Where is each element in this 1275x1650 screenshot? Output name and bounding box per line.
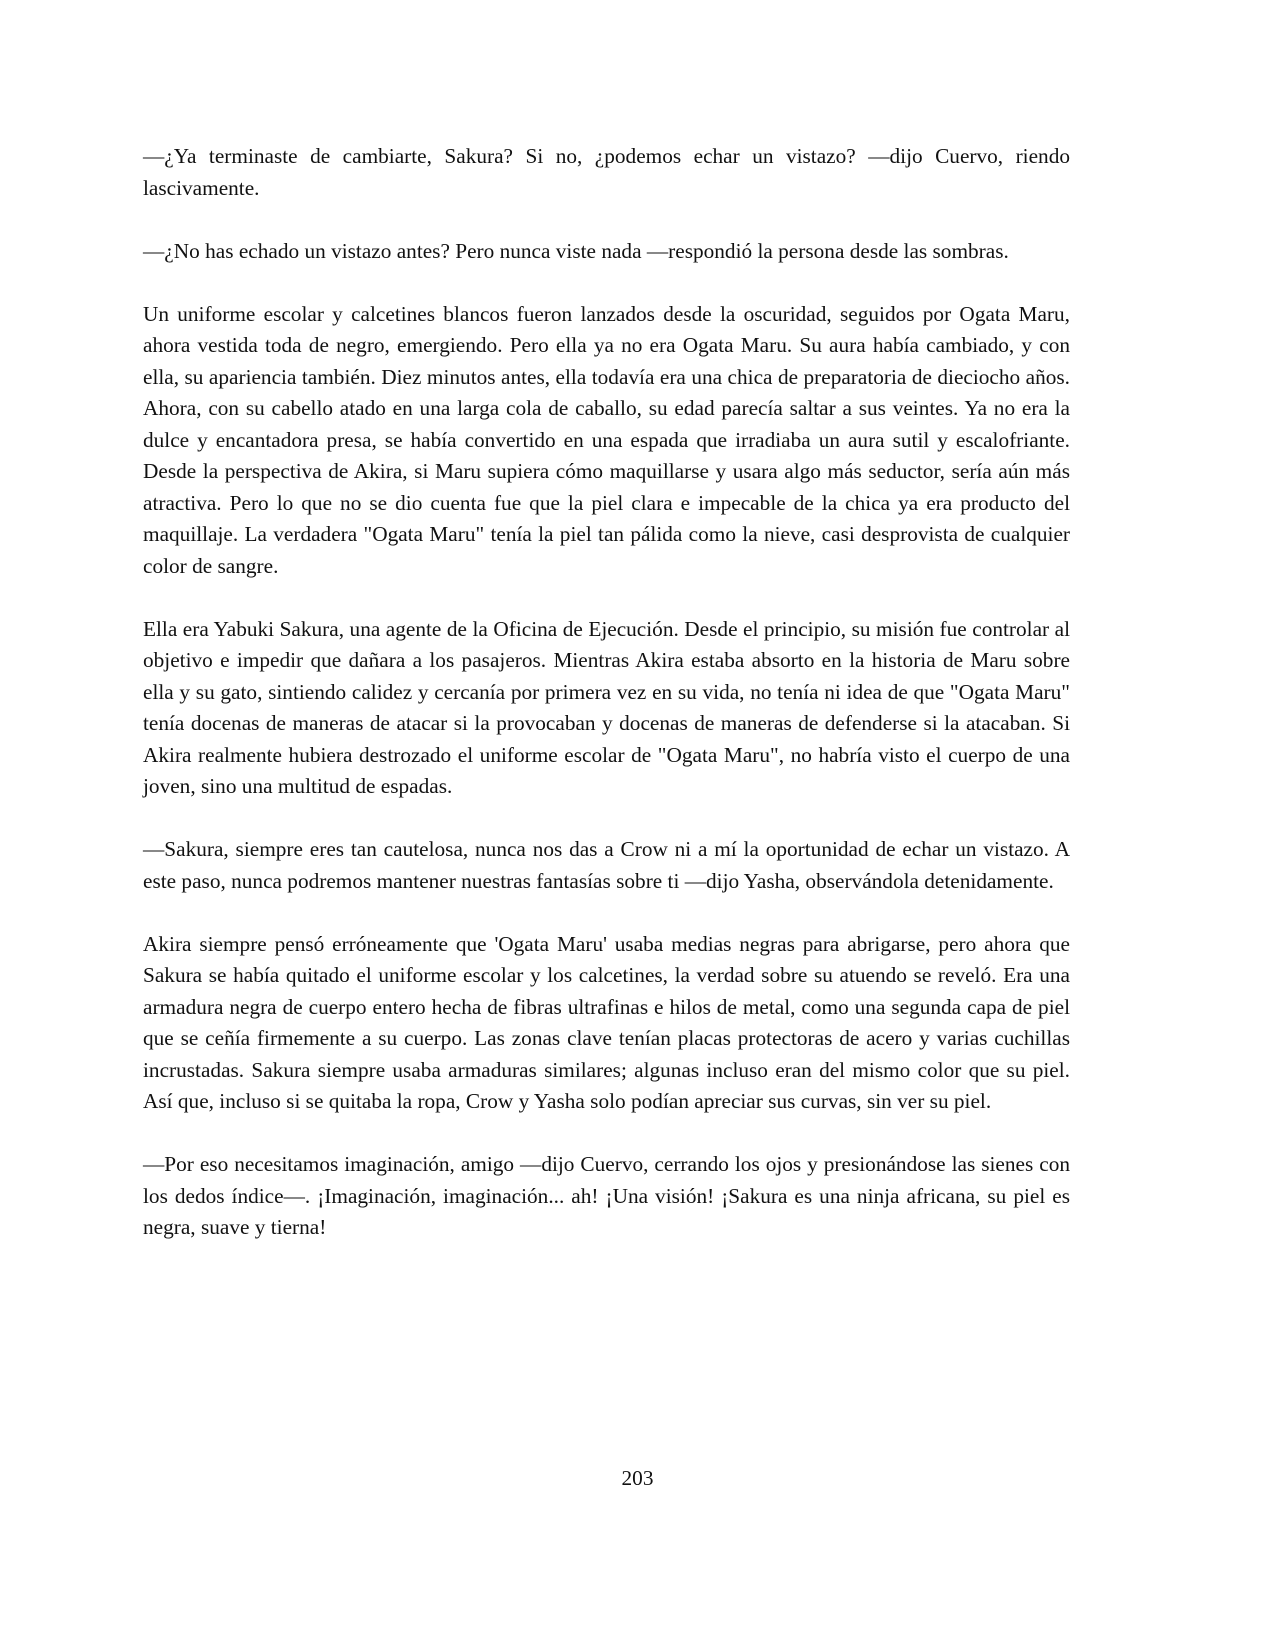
paragraph: Ella era Yabuki Sakura, una agente de la Oficina de Ejecución. Desde el principio, su misión fue controlar al objetivo e impedir que dañara a los pasajeros. Mientras Akira estaba absorto en la historia de Maru sobre ella y su gato, sintiendo calidez y cercanía por primera vez en su vida, no tenía ni idea de que "Ogata Maru" tenía docenas de maneras de atacar si la provocaban y docenas de maneras de defenderse si la atacaban. Si Akira realmente hubiera destrozado el uniforme escolar de "Ogata Maru", no habría visto el cuerpo de una joven, sino una multitud de espadas.	[143, 616, 1070, 798]
paragraph: Akira siempre pensó erróneamente que 'Ogata Maru' usaba medias negras para abrigarse, pero ahora que Sakura se había quitado el uniforme escolar y los calcetines, la verdad sobre su atuendo se reveló. Era una armadura negra de cuerpo entero hecha de fibras ultrafinas e hilos de metal, como una segunda capa de piel que se ceñía firmemente a su cuerpo. Las zonas clave tenían placas protectoras de acero y varias cuchillas incrustadas. Sakura siempre usaba armaduras similares; algunas incluso eran del mismo color que su piel. Así que, incluso si se quitaba la ropa, Crow y Yasha solo podían apreciar sus curvas, sin ver su piel.	[143, 931, 1070, 1113]
page-number: 203	[621, 1466, 654, 1490]
paragraph: —Sakura, siempre eres tan cautelosa, nunca nos das a Crow ni a mí la oportunidad de echar un vistazo. A este paso, nunca podremos mantener nuestras fantasías sobre ti —dijo Yasha, observándola detenidamente.	[143, 837, 1070, 893]
paragraph: —Por eso necesitamos imaginación, amigo —dijo Cuervo, cerrando los ojos y presionándose las sienes con los dedos índice—. ¡Imaginación, imaginación... ah! ¡Una visión! ¡Sakura es una ninja africana, su piel es negra, suave y tierna!	[143, 1152, 1070, 1239]
page-body	[143, 141, 1070, 1275]
paragraph: —¿Ya terminaste de cambiarte, Sakura? Si no, ¿podemos echar un vistazo? —dijo Cuervo, riendo lascivamente.	[143, 144, 1070, 200]
paragraph: —¿No has echado un vistazo antes? Pero nunca viste nada —respondió la persona desde las sombras.	[143, 238, 1009, 263]
paragraph: Un uniforme escolar y calcetines blancos fueron lanzados desde la oscuridad, seguidos por Ogata Maru, ahora vestida toda de negro, emergiendo. Pero ella ya no era Ogata Maru. Su aura había cambiado, y con ella, su apariencia también. Diez minutos antes, ella todavía era una chica de preparatoria de dieciocho años. Ahora, con su cabello atado en una larga cola de caballo, su edad parecía saltar a sus veintes. Ya no era la dulce y encantadora presa, se había convertido en una espada que irradiaba un aura sutil y escalofriante. Desde la perspectiva de Akira, si Maru supiera cómo maquillarse y usara algo más seductor, sería aún más atractiva. Pero lo que no se dio cuenta fue que la piel clara e impecable de la chica ya era producto del maquillaje. La verdadera "Ogata Maru" tenía la piel tan pálida como la nieve, casi desprovista de cualquier color de sangre.	[143, 301, 1070, 578]
